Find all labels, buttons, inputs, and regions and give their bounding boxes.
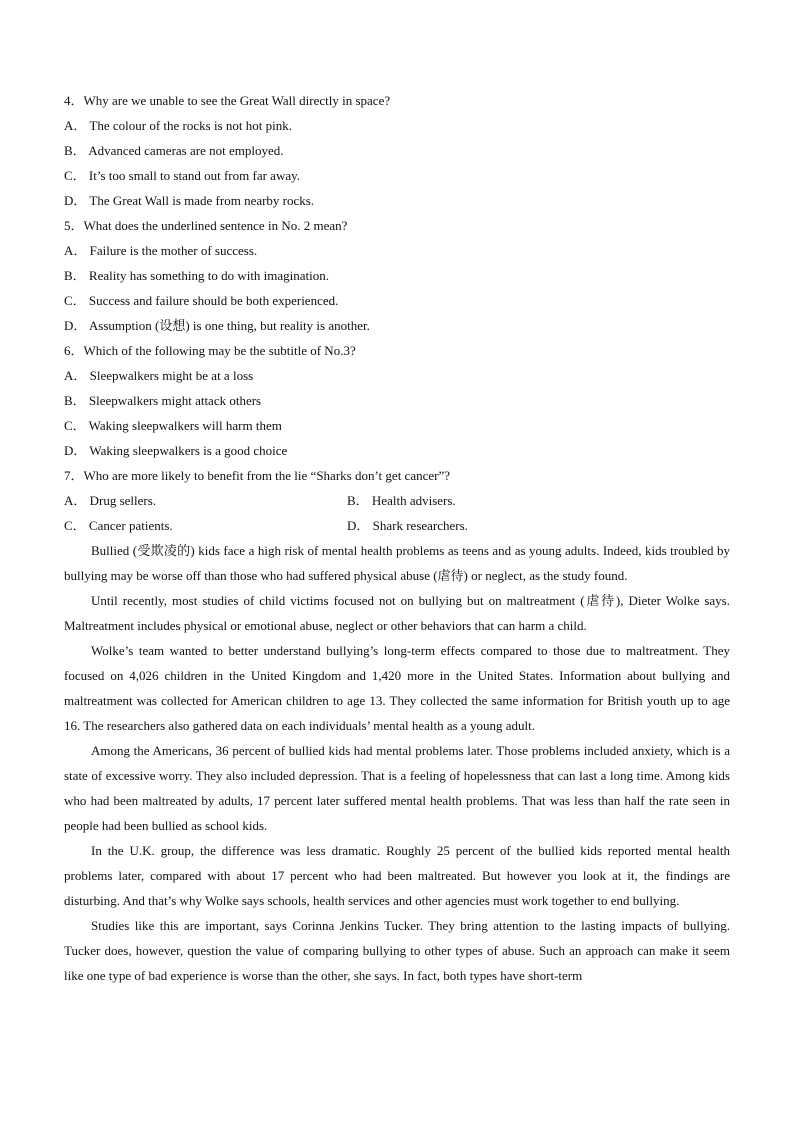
option-a: A． Sleepwalkers might be at a loss [64,368,254,383]
option-row [64,488,730,513]
question-stem: 4．Why are we unable to see the Great Wall directly in space? [64,93,391,108]
option-c: C． Waking sleepwalkers will harm them [64,418,282,433]
option-a: A． Failure is the mother of success. [64,243,258,258]
option-c: C． Cancer patients. [64,518,173,533]
reading-passage [64,538,730,988]
option-c: C． Success and failure should be both experienced. [64,293,339,308]
option-row [64,513,730,538]
question-stem: 5．What does the underlined sentence in No. 2 mean? [64,218,348,233]
passage-paragraph: Studies like this are important, says Corinna Jenkins Tucker. They bring attention to the lasting impacts of bullying. Tucker does, however, question the value of comparing bullying to other types of abuse. Such an approach can make it seem like one type of bad experience is worse than the other, she says. In fact, both types have short-term [64,918,730,983]
document-page [64,88,730,988]
option-d: D． Shark researchers. [347,518,468,533]
question-stem: 6．Which of the following may be the subtitle of No.3? [64,343,356,358]
option-b: B． Sleepwalkers might attack others [64,393,262,408]
passage-paragraph: Bullied (受欺凌的) kids face a high risk of mental health problems as teens and as young adults. Indeed, kids troubled by bullying may be worse off than those who had suffered physical abuse (虐待) or neglect, as the study found. [64,543,730,583]
option-a: A． Drug sellers. [64,493,157,508]
option-d: D． The Great Wall is made from nearby rocks. [64,193,315,208]
option-d: D． Assumption (设想) is one thing, but reality is another. [64,318,370,333]
passage-paragraph: In the U.K. group, the difference was less dramatic. Roughly 25 percent of the bullied kids reported mental health problems later, compared with about 17 percent who had been maltreated. But however you look at it, the findings are disturbing. And that’s why Wolke says schools, health services and other agencies must work together to end bullying. [64,843,730,908]
option-b: B． Reality has something to do with imagination. [64,268,330,283]
option-c: C． It’s too small to stand out from far away. [64,168,301,183]
question-stem: 7．Who are more likely to benefit from the lie “Sharks don’t get cancer”? [64,468,451,483]
option-b: B． Health advisers. [347,493,456,508]
question-4 [64,88,730,213]
question-5 [64,213,730,338]
option-b: B． Advanced cameras are not employed. [64,143,284,158]
passage-paragraph: Wolke’s team wanted to better understand bullying’s long-term effects compared to those due to maltreatment. They focused on 4,026 children in the United Kingdom and 1,420 more in the United States. Information about bullying and maltreatment was collected for American children to age 13. They collected the same information for British youth up to age 16. The researchers also gathered data on each individuals’ mental health as a young adult. [64,643,730,733]
option-d: D． Waking sleepwalkers is a good choice [64,443,288,458]
question-6 [64,338,730,463]
option-a: A． The colour of the rocks is not hot pink. [64,118,292,133]
question-7 [64,463,730,538]
passage-paragraph: Among the Americans, 36 percent of bullied kids had mental problems later. Those problems included anxiety, which is a state of excessive worry. They also included depression. That is a feeling of hopelessness that can last a long time. Among kids who had been maltreated by adults, 17 percent later suffered mental health problems. That was less than half the rate seen in people had been bullied as school kids. [64,743,730,833]
passage-paragraph: Until recently, most studies of child victims focused not on bullying but on maltreatment (虐待), Dieter Wolke says. Maltreatment includes physical or emotional abuse, neglect or other behaviors that can harm a child. [64,593,730,633]
